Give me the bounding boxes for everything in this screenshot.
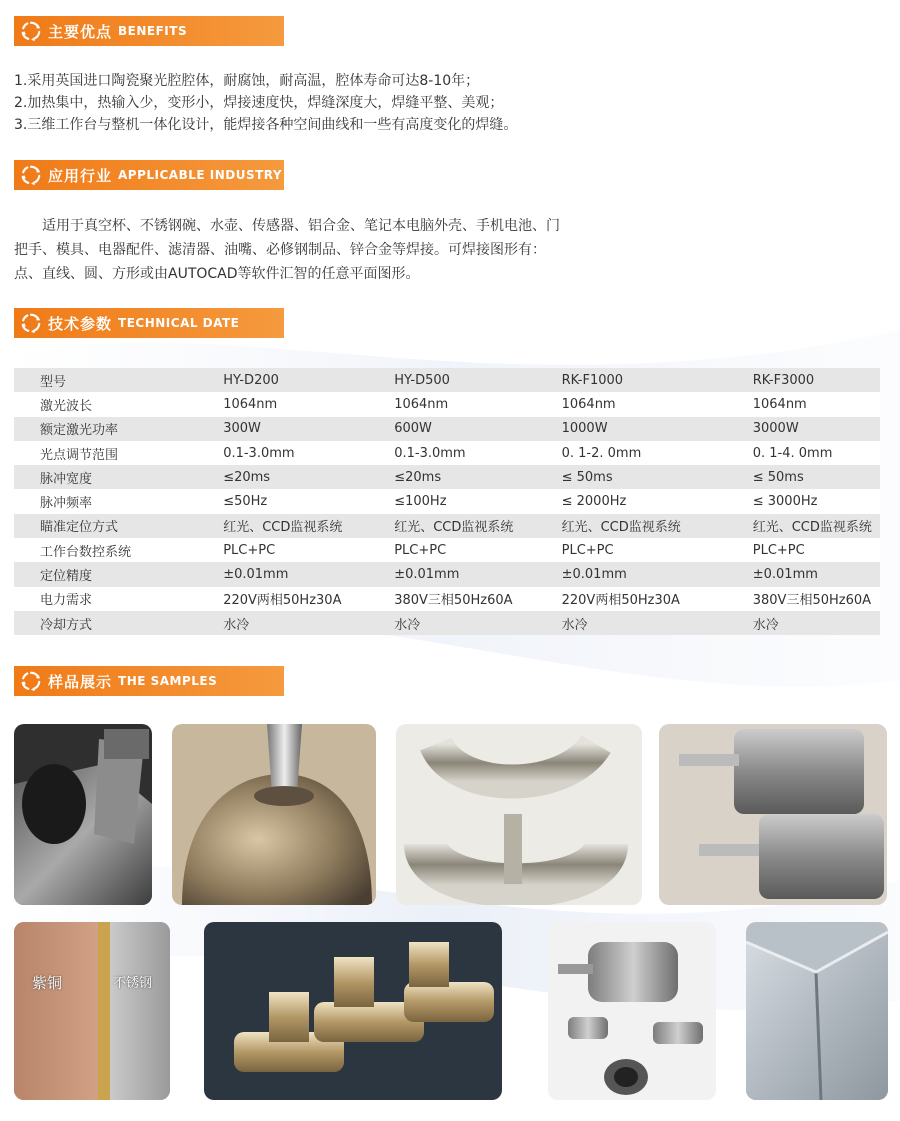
table-row: [14, 465, 880, 489]
table-cell: HY-D200: [223, 372, 279, 388]
sample-photo-filters: [659, 724, 887, 905]
table-cell: ≤ 3000Hz: [752, 494, 818, 510]
table-cell: 220V两相50Hz30A: [561, 593, 680, 609]
recycle-arrows-icon: [20, 164, 42, 186]
table-cell: 0. 1-2. 0mm: [561, 445, 642, 461]
table-row-label: 冷却方式: [40, 617, 93, 633]
section-title-en: THE SAMPLES: [118, 674, 218, 688]
section-title-zh: 主要优点: [48, 22, 113, 41]
table-cell: 0.1-3.0mm: [394, 445, 466, 461]
table-row: [14, 489, 880, 513]
table-cell: 300W: [223, 421, 261, 437]
table-cell: 1064nm: [561, 396, 616, 412]
benefit-item: 2.加热集中，热输入少，变形小，焊接速度快，焊缝深度大，焊缝平整、美观；: [14, 95, 504, 111]
section-title-en: TECHNICAL DATE: [118, 316, 240, 330]
table-row-label: 定位精度: [40, 569, 93, 585]
table-row: [14, 417, 880, 441]
table-cell: ≤50Hz: [223, 494, 268, 510]
section-header-industry: [14, 160, 284, 190]
table-row-label: 脉冲宽度: [40, 471, 93, 487]
table-row-label: 瞄准定位方式: [40, 520, 119, 536]
table-cell: ≤ 2000Hz: [561, 494, 627, 510]
recycle-arrows-icon: [20, 670, 42, 692]
table-row: [14, 587, 880, 611]
table-row: [14, 538, 880, 562]
table-cell: 220V两相50Hz30A: [223, 593, 342, 609]
table-cell: 0. 1-4. 0mm: [752, 445, 833, 461]
sample-photo-brass-tees: [204, 922, 502, 1100]
benefit-item: 1.采用英国进口陶瓷聚光腔腔体，耐腐蚀，耐高温，腔体寿命可达8-10年；: [14, 73, 480, 89]
section-title-zh: 应用行业: [48, 166, 113, 185]
sample-photo-box-corner: [746, 922, 888, 1100]
section-title-en: BENEFITS: [118, 24, 188, 38]
table-row-label: 型号: [40, 374, 67, 390]
label-stainless-steel: 不锈钢: [113, 976, 153, 991]
table-cell: PLC+PC: [223, 542, 276, 558]
table-cell: 1064nm: [752, 396, 807, 412]
sample-photo-u-pipes: [396, 724, 642, 905]
section-title-zh: 技术参数: [48, 314, 113, 333]
sample-photo-copper-steel: [14, 922, 170, 1100]
recycle-arrows-icon: [20, 312, 42, 334]
table-cell: ±0.01mm: [223, 567, 289, 583]
table-cell: RK-F1000: [561, 372, 624, 388]
table-cell: ≤ 50ms: [561, 469, 613, 485]
table-cell: ±0.01mm: [752, 567, 818, 583]
table-cell: 3000W: [752, 421, 799, 437]
table-cell: 600W: [394, 421, 432, 437]
benefit-item: 3.三维工作台与整机一体化设计，能焊接各种空间曲线和一些有高度变化的焊缝。: [14, 117, 518, 133]
section-header-benefits: [14, 16, 284, 46]
sample-photo-tee-pipe: [14, 724, 152, 905]
table-cell: HY-D500: [394, 372, 450, 388]
table-row: [14, 441, 880, 465]
table-cell: PLC+PC: [394, 542, 447, 558]
table-row-label: 光点调节范围: [40, 447, 119, 463]
table-cell: PLC+PC: [561, 542, 614, 558]
label-copper: 紫铜: [32, 974, 63, 992]
spec-table: [14, 368, 880, 635]
section-header-samples: [14, 666, 284, 696]
table-cell: 1064nm: [223, 396, 278, 412]
table-row-label: 工作台数控系统: [40, 544, 132, 560]
table-cell: 红光、CCD监视系统: [561, 520, 681, 536]
table-cell: ±0.01mm: [394, 567, 460, 583]
industry-paragraph: 适用于真空杯、不锈钢碗、水壶、传感器、铝合金、笔记本电脑外壳、手机电池、门把手、模具、电器配件、滤清器、油嘴、必修钢制品、锌合金等焊接。可焊接图形有：点、直线、圆、方形或由AUTOCAD等软件汇智的任意平面图形。: [14, 218, 560, 282]
table-row-label: 额定激光功率: [40, 423, 119, 439]
table-row-label: 激光波长: [40, 398, 93, 414]
table-cell: 380V三相50Hz60A: [394, 593, 513, 609]
table-cell: 红光、CCD监视系统: [394, 520, 514, 536]
table-cell: 水冷: [752, 617, 779, 633]
table-cell: 1000W: [561, 421, 608, 437]
table-cell: 1064nm: [394, 396, 449, 412]
table-row: [14, 514, 880, 538]
table-cell: ≤100Hz: [394, 494, 447, 510]
table-cell: RK-F3000: [752, 372, 815, 388]
table-cell: 水冷: [223, 617, 250, 633]
table-row-label: 脉冲频率: [40, 496, 93, 512]
sample-photo-hemisphere: [172, 724, 376, 905]
table-cell: 380V三相50Hz60A: [752, 593, 872, 609]
table-cell: ≤ 50ms: [752, 469, 804, 485]
table-row: [14, 611, 880, 635]
table-cell: ±0.01mm: [561, 567, 627, 583]
section-title-en: APPLICABLE INDUSTRY: [118, 168, 283, 182]
table-cell: ≤20ms: [223, 469, 271, 485]
table-row: [14, 392, 880, 416]
table-row-label: 电力需求: [40, 593, 93, 609]
section-title-zh: 样品展示: [48, 672, 113, 691]
table-cell: PLC+PC: [752, 542, 805, 558]
table-row: [14, 562, 880, 586]
table-cell: 红光、CCD监视系统: [223, 520, 343, 536]
recycle-arrows-icon: [20, 20, 42, 42]
table-header-row: [14, 368, 880, 392]
sample-photo-canister-parts: [548, 922, 716, 1100]
benefits-list: [14, 70, 517, 136]
table-cell: 0.1-3.0mm: [223, 445, 295, 461]
table-cell: 红光、CCD监视系统: [752, 520, 872, 536]
table-cell: 水冷: [394, 617, 421, 633]
table-cell: 水冷: [561, 617, 588, 633]
table-cell: ≤20ms: [394, 469, 442, 485]
section-header-technical: [14, 308, 284, 338]
